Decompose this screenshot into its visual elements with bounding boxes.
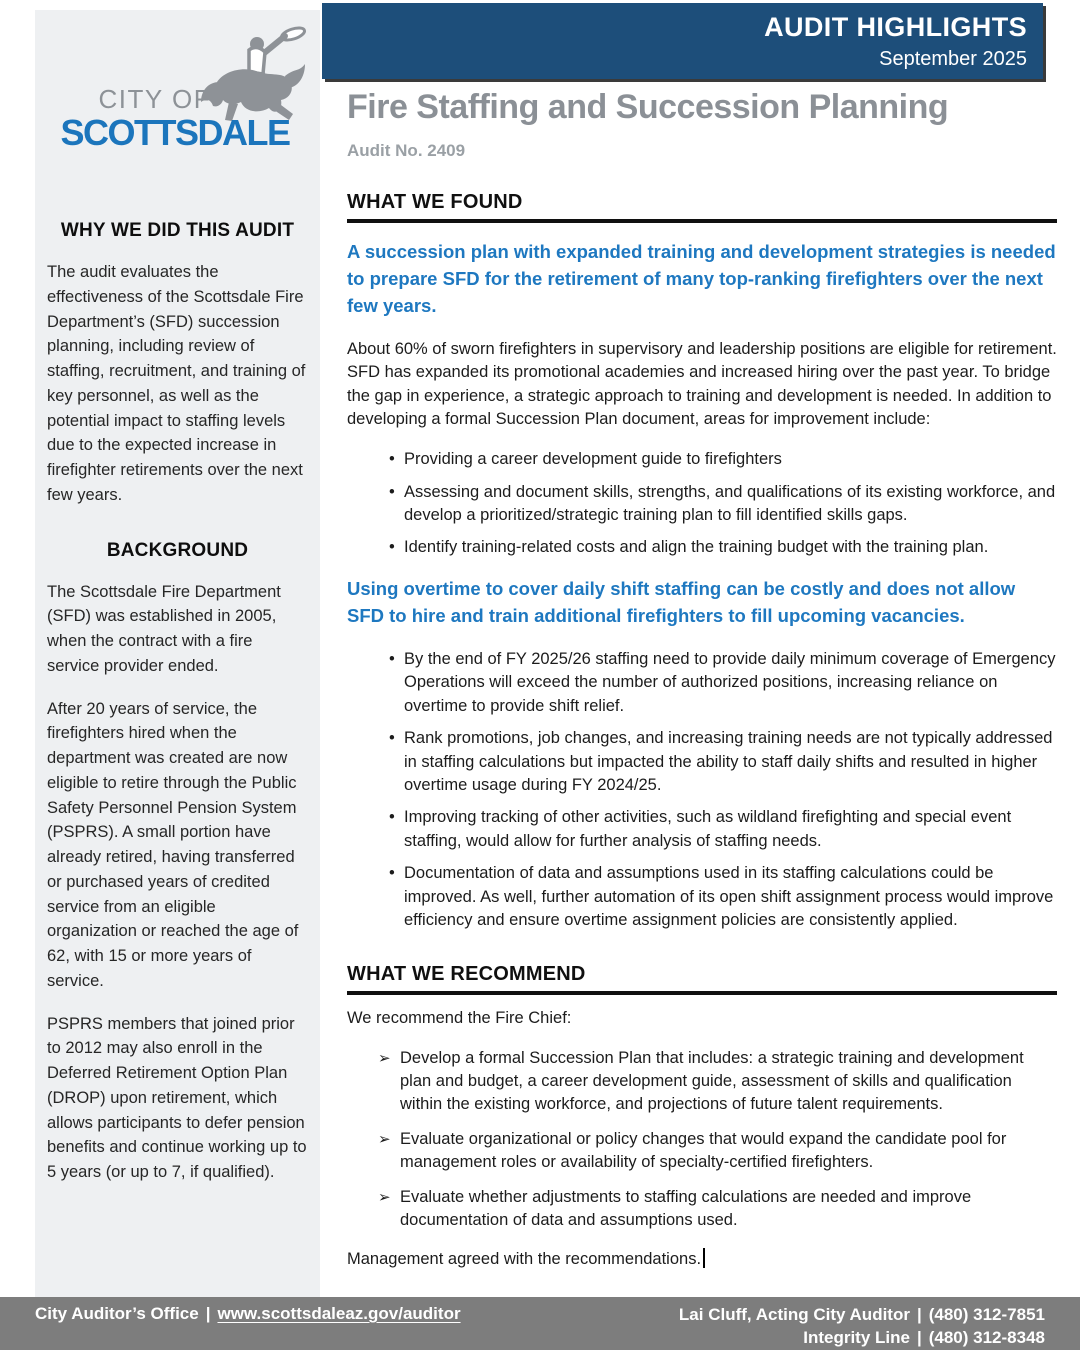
logo-scottsdale-text: SCOTTSDALE xyxy=(60,112,290,153)
banner-date: September 2025 xyxy=(879,48,1027,70)
audit-number: Audit No. 2409 xyxy=(347,141,466,160)
sidebar-paragraph: PSPRS members that joined prior to 2012 may also enroll in the Deferred Retirement Option Plan (DROP) upon retirement, which allows participants to defer pension benefits and continue working up to 5 years (or up to 7, if qualified). xyxy=(47,1014,307,1181)
recommendation-item: ➢ Develop a formal Succession Plan that includes: a strategic training and development plan and budget, a career development guide, assessment of skills and qualification within the existing workforce, and projections of future talent requirements. xyxy=(378,1047,1057,1117)
sidebar-heading-background: BACKGROUND xyxy=(106,539,249,561)
footer-office-label: City Auditor’s Office xyxy=(35,1304,199,1323)
bullet-item: • Identify training-related costs and align the training budget with the training plan. xyxy=(387,536,1057,559)
bullet-item: • Documentation of data and assumptions used in its staffing calculations could be improved. As well, further automation of its open shift assignment process would improve efficiency and ensure overtime assignment policies are consistently applied. xyxy=(387,862,1057,932)
footer-separator: | xyxy=(205,1304,211,1323)
footer-integrity-line-label: Integrity Line xyxy=(803,1327,910,1347)
footer-contact-block xyxy=(679,1304,1045,1350)
footer-separator: | xyxy=(916,1305,922,1324)
section-heading-what-we-found: WHAT WE FOUND xyxy=(347,191,1057,223)
audit-highlights-banner xyxy=(322,3,1043,79)
bullet-item: • Rank promotions, job changes, and increasing training needs are not typically addressed in staffing calculations but impacted the ability to staff daily shifts and resulted in higher overtime usage during FY 2024/25. xyxy=(387,727,1057,797)
recommendation-item: ➢ Evaluate whether adjustments to staffing calculations are needed and improve documentation of data and assumptions used. xyxy=(378,1186,1057,1233)
text-cursor xyxy=(703,1248,705,1268)
bullet-item: • Improving tracking of other activities, such as wildland firefighting and special event staffing, would allow for further analysis of staffing needs. xyxy=(387,806,1057,853)
bucking-horse-rider-icon xyxy=(197,24,309,124)
section-heading-what-we-recommend: WHAT WE RECOMMEND xyxy=(347,963,1057,995)
banner-title: AUDIT HIGHLIGHTS xyxy=(764,12,1027,42)
finding-title: A succession plan with expanded training and development strategies is needed to prepare SFD for the retirement of many top-ranking firefighters over the next few years. xyxy=(347,241,1056,316)
recommendation-item: ➢ Evaluate organizational or policy changes that would expand the candidate pool for management roles or availability of specialty-certified firefighters. xyxy=(378,1128,1057,1175)
footer-separator: | xyxy=(916,1327,922,1347)
finding-bullet-list xyxy=(347,648,1057,933)
page-title: Fire Staffing and Succession Planning xyxy=(347,88,949,126)
bullet-item: • Assessing and document skills, strengths, and qualifications of its existing workforce, and develop a prioritized/strategic training plan to fill identified skills gaps. xyxy=(387,481,1057,528)
sidebar-paragraph: The Scottsdale Fire Department (SFD) was established in 2005, when the contract with a fire service provider ended. xyxy=(47,582,281,675)
recommendation-list xyxy=(347,1047,1057,1233)
sidebar-paragraph: The audit evaluates the effectiveness of the Scottsdale Fire Department’s (SFD) succession planning, including review of staffing, recruitment, and training of key personnel, as well as the potential impact to staffing levels due to the expected increase in firefighter retirements over the next few years. xyxy=(47,263,306,504)
closing-note xyxy=(347,1248,1057,1271)
footer-office-block xyxy=(35,1304,461,1324)
finding-bullet-list xyxy=(347,448,1057,560)
footer-auditor-phone: (480) 312-7851 xyxy=(928,1305,1045,1324)
bullet-item: • By the end of FY 2025/26 staffing need to provide daily minimum coverage of Emergency Operations will exceed the number of authorized positions, increasing reliance on overtime to provide shift relief. xyxy=(387,648,1057,718)
main-content xyxy=(347,88,1057,1288)
footer-contact-line xyxy=(679,1304,1045,1327)
sidebar-paragraph: After 20 years of service, the firefighters hired when the department was created are now eligible to retire through the Public Safety Personnel Pension System (PSPRS). A small portion have already retired, having transferred or purchased years of credited service from an eligible organization or reached the age of 62, with 15 or more years of service. xyxy=(47,699,299,990)
bullet-item: • Providing a career development guide to firefighters xyxy=(387,448,1057,471)
finding-intro: About 60% of sworn firefighters in supervisory and leadership positions are eligible for retirement. SFD has expanded its promotional academies and increased hiring over the past year. To bridge the gap in experience, a strategic approach to training and development is needed. In addition to developing a formal Succession Plan document, areas for improvement include: xyxy=(347,339,1057,429)
closing-note-text: Management agreed with the recommendations. xyxy=(347,1250,702,1269)
sidebar-heading-why-we-did-this-audit: WHY WE DID THIS AUDIT xyxy=(60,220,295,241)
footer-url-link[interactable]: www.scottsdaleaz.gov/auditor xyxy=(217,1304,461,1323)
footer-contact-line xyxy=(679,1327,1045,1350)
recommend-intro: We recommend the Fire Chief: xyxy=(347,1008,572,1027)
footer-bar xyxy=(0,1297,1080,1350)
footer-integrity-line-phone: (480) 312-8348 xyxy=(928,1327,1045,1347)
sidebar xyxy=(35,10,320,1297)
city-of-scottsdale-logo xyxy=(60,38,290,160)
logo-city-of-text: CITY OF xyxy=(98,84,212,114)
footer-auditor-name: Lai Cluff, Acting City Auditor xyxy=(678,1305,910,1324)
finding-title: Using overtime to cover daily shift staffing can be costly and does not allow SFD to hire and train additional firefighters to fill upcoming vacancies. xyxy=(347,577,1016,626)
